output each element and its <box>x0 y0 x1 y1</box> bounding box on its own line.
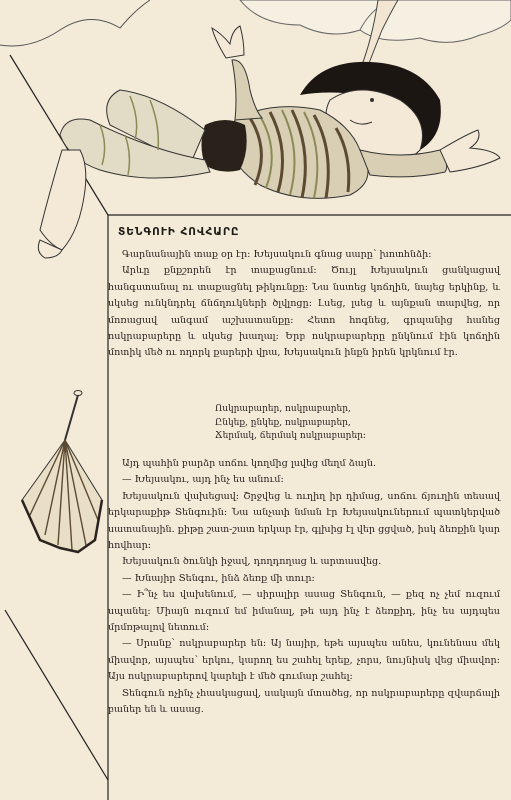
paragraph: Գարնանային տաք օր էր։ Խեյսակուն գնաց սարը՝ խոտհնձի։ <box>122 249 432 260</box>
poem-line: Ընկեք, ընկեք, ոսկրաբարեր, <box>215 417 351 428</box>
dialog-line: — Սրանք՝ ոսկրաբարեր են։ Այ նայիր, եթե այսպես անես, կունենաս մեկ միավոր, այսպես՝ երկու, կարող ես շահել երեք, չորս, նույնիսկ վեց միավոր։ Այս ոսկրաբարերով կարելի է մեծ գումար շահել։ <box>108 638 500 683</box>
paragraph: Արևը քնքշորեն էր տաքացնում։ Ծույլ Խեյսակուն ցանկացավ հանգստանալ ու տաքացնել թիկունքը։ Նա նստեց կոճղին, նայեց երկինք, և սկսեց ունկնդրել ճնճղուկների ծլվլոցը։ Լսեց, լսեց և այնքան տարվեց, որ մոռացավ անգամ աշխատանքը։ Հետո հոգնեց, գրպանից հանեց ոսկրաբարերը և սկսեց խաղալ։ Երբ ոսկրաբարերը ընկնում էին կոճղին մոտիկ մեծ ու ողորկ քարերի վրա, Խեյսակուն ինքն իրեն կրկնում էր. <box>108 265 500 359</box>
story-text-top <box>108 247 500 362</box>
paragraph: Խեյսակուն վախեցավ։ Շրջվեց և ուղիղ իր դիմաց, սոճու ճյուղին տեսավ երկարաքիթ Տենգուին։ Նա անչափ նման էր Խեյսակուներում պատկերված սատանային. քիթը շատ-շատ երկար էր, գլխից էլ վեր ցցված, իսկ ձեռքին կար հովհար։ <box>108 490 500 552</box>
dialog-line: — Խեյսակու, այդ ինչ ես անում։ <box>122 474 284 486</box>
dialog-line: — Ի՞նչ ես վախենում, — սիրալիր ասաց Տենգուն, — քեզ ոչ չեմ ուզում սպանել։ Միայն ուզում եմ իմանալ, թե այդ ինչ է ձեռքիդ, ինչ ես այդպես մրմռթալով նետում։ <box>108 589 500 634</box>
poem-line: Ճերմակ, ճերմակ ոսկրաբարեր։ <box>215 431 366 441</box>
folded-fan <box>22 391 102 553</box>
dialog-line: — Խնայիր Տենգու, ինձ ձեռք մի տուր։ <box>122 572 315 584</box>
story-text-bottom <box>108 456 500 719</box>
paragraph: Տենգուն ոչինչ չհասկացավ, սակայն մտածեց, որ ոսկրաբարերը զվարճալի բաներ են և ասաց. <box>108 687 500 716</box>
poem-line: Ոսկրաբարեր, ոսկրաբարեր, <box>215 404 351 414</box>
paragraph: Այդ պահին բարձր սոճու կողմից լսվեց մեղմ ձայն. <box>122 458 377 469</box>
cloud-left <box>0 0 150 46</box>
poem <box>215 403 366 444</box>
story-title: ՏԵՆԳՈՒԻ ՀՈՎՀԱՐԸ <box>118 226 240 238</box>
paragraph: Խեյսակուն ծունկի իջավ, դողդողաց և արտասվեց. <box>122 556 382 568</box>
